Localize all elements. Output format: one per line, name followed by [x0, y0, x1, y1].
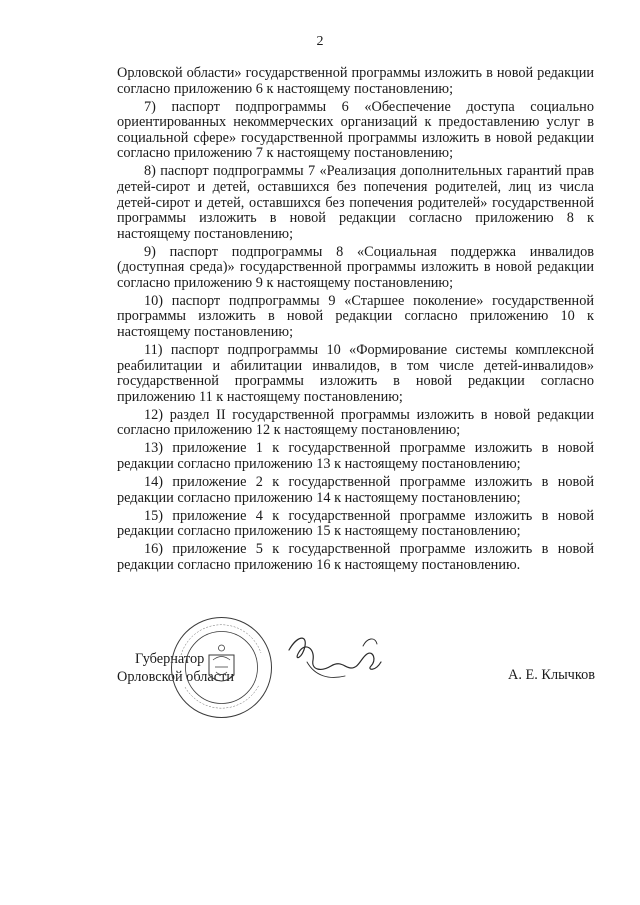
signature-block: [117, 650, 597, 720]
paragraph: 14) приложение 2 к государственной программе изложить в новой редакции согласно приложению 14 к настоящему постановлению;: [117, 473, 594, 506]
paragraph: 7) паспорт подпрограммы 6 «Обеспечение доступа социально ориентированных некоммерческих организаций к предоставлению услуг в социальной сфере» государственной программы изложить в новой редакции согласно приложению 7 к настоящему постановлению;: [117, 98, 594, 162]
page-number: 2: [316, 34, 324, 49]
signatory-title-line2: Орловской области: [117, 669, 234, 685]
handwritten-signature: [285, 632, 385, 687]
official-seal: [169, 615, 274, 720]
paragraph: 15) приложение 4 к государственной программе изложить в новой редакции согласно приложению 15 к настоящему постановлению;: [117, 507, 594, 540]
paragraph: Орловской области» государственной программы изложить в новой редакции согласно приложению 6 к настоящему постановлению;: [117, 65, 594, 97]
paragraph: 10) паспорт подпрограммы 9 «Старшее поколение» государственной программы изложить в новой редакции согласно приложению 10 к настоящему постановлению;: [117, 292, 594, 341]
paragraph: 8) паспорт подпрограммы 7 «Реализация дополнительных гарантий прав детей-сирот и детей, оставшихся без попечения родителей, лиц из числа детей-сирот и детей, оставшихся без попечения родителей» государственной программы изложить в новой редакции согласно приложению 8 к настоящему постановлению;: [117, 163, 594, 242]
document-body: [117, 66, 594, 576]
paragraph: 16) приложение 5 к государственной программе изложить в новой редакции согласно приложению 16 к настоящему постановлению.: [117, 541, 594, 573]
paragraph: 13) приложение 1 к государственной программе изложить в новой редакции согласно приложению 13 к настоящему постановлению;: [117, 440, 594, 472]
signatory-name: А. Е. Клычков: [508, 667, 595, 683]
paragraph: 11) паспорт подпрограммы 10 «Формирование системы комплексной реабилитации и абилитации инвалидов, в том числе детей-инвалидов» государственной программы изложить в новой редакции согласно приложению 11 к настоящему постановлению;: [117, 342, 594, 405]
signatory-title-line1: Губернатор: [135, 651, 205, 667]
paragraph: 9) паспорт подпрограммы 8 «Социальная поддержка инвалидов (доступная среда)» государственной программы изложить в новой редакции согласно приложению 9 к настоящему постановлению;: [117, 243, 594, 291]
paragraph: 12) раздел II государственной программы изложить в новой редакции согласно приложению 12 к настоящему постановлению;: [117, 406, 594, 439]
